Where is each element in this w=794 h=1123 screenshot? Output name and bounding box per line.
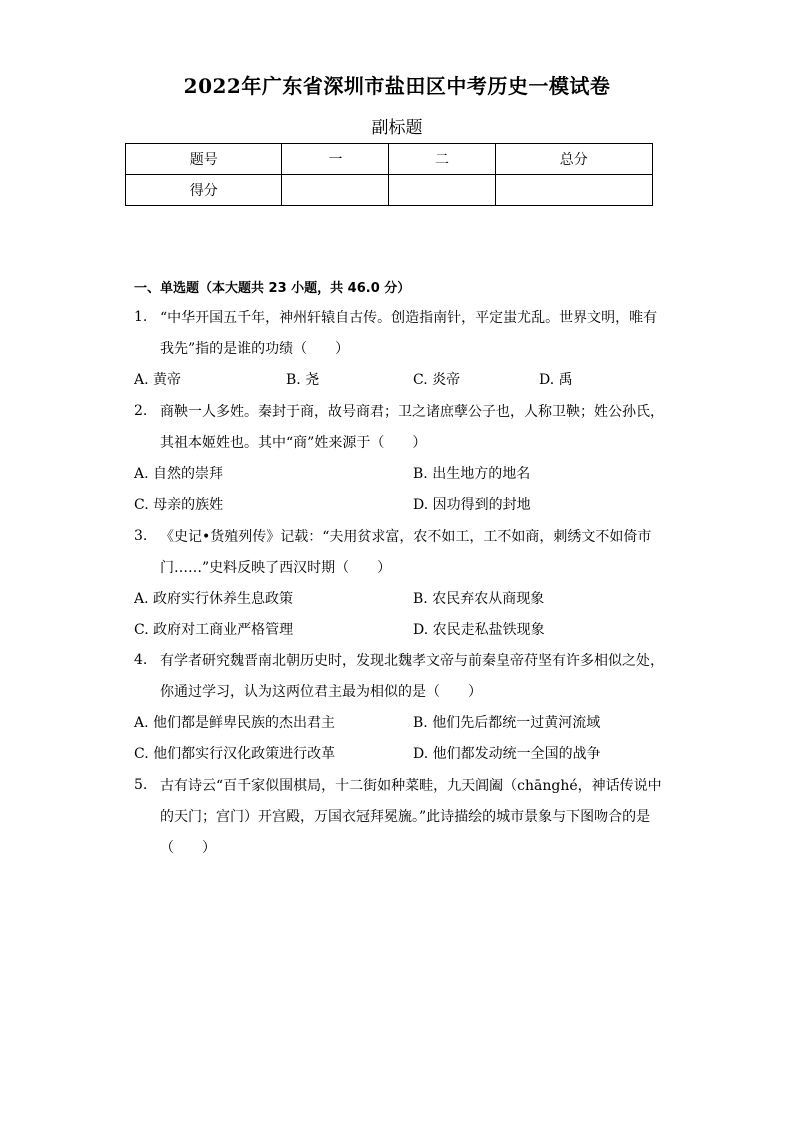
page-title: 2022年广东省深圳市盐田区中考历史一模试卷 (183, 74, 611, 98)
question-number: 3. (134, 528, 148, 544)
page-subtitle: 副标题 (371, 118, 423, 138)
option-a[interactable]: A. 黄帝 (134, 372, 182, 388)
question-text: 你通过学习，认为这两位君主最为相似的是（ ） (160, 684, 482, 700)
option-c[interactable]: C. 政府对工商业严格管理 (134, 622, 294, 638)
option-c[interactable]: C. 母亲的族姓 (134, 497, 224, 513)
table-cell: 一 (282, 144, 389, 175)
question-text: 我先”指的是谁的功绩（ ） (160, 341, 350, 357)
score-input-cell (495, 175, 653, 206)
question-number: 2. (134, 403, 148, 419)
question-number: 4. (134, 652, 148, 668)
option-d[interactable]: D. 因功得到的封地 (413, 497, 531, 513)
option-d[interactable]: D. 禹 (539, 372, 573, 388)
score-table (125, 143, 653, 206)
option-c[interactable]: C. 他们都实行汉化政策进行改革 (134, 746, 336, 762)
question-text: 的天门；宫门）开宫殿，万国衣冠拜冕旒。”此诗描绘的城市景象与下图吻合的是 (160, 809, 651, 825)
question-text: 古有诗云“百千家似围棋局，十二街如种菜畦，九天阊阖（chānghé，神话传说中 (160, 778, 662, 794)
option-d[interactable]: D. 他们都发动统一全国的战争 (413, 746, 601, 762)
option-c[interactable]: C. 炎帝 (413, 372, 461, 388)
question-number: 5. (134, 777, 148, 793)
score-table-score-row (126, 175, 653, 206)
section-title: 一、单选题（本大题共 23 小题，共 46.0 分） (134, 281, 411, 296)
question-text: 门……”史料反映了西汉时期（ ） (160, 560, 392, 576)
option-a[interactable]: A. 政府实行休养生息政策 (134, 591, 294, 607)
question-text: 商鞅一人多姓。秦封于商，故号商君；卫之诸庶孽公子也，人称卫鞅；姓公孙氏， (160, 404, 664, 420)
option-a[interactable]: A. 自然的崇拜 (134, 466, 224, 482)
question-text: “中华开国五千年，神州轩辕自古传。创造指南针，平定蚩尤乱。世界文明，唯有 (160, 310, 658, 326)
score-table-header-row (126, 144, 653, 175)
option-a[interactable]: A. 他们都是鲜卑民族的杰出君主 (134, 715, 336, 731)
option-b[interactable]: B. 他们先后都统一过黄河流域 (413, 715, 601, 731)
question-text: 其祖本姬姓也。其中“商”姓来源于（ ） (160, 435, 427, 451)
question-text: 有学者研究魏晋南北朝历史时，发现北魏孝文帝与前秦皇帝苻坚有许多相似之处， (160, 653, 664, 669)
question-number: 1. (134, 309, 148, 325)
score-input-cell (389, 175, 495, 206)
option-b[interactable]: B. 农民弃农从商现象 (413, 591, 545, 607)
option-b[interactable]: B. 尧 (286, 372, 320, 388)
score-input-cell (282, 175, 389, 206)
table-cell: 二 (389, 144, 495, 175)
question-text: 《史记•货殖列传》记载：“夫用贫求富，农不如工，工不如商，刺绣文不如倚市 (160, 529, 652, 545)
option-b[interactable]: B. 出生地方的地名 (413, 466, 531, 482)
question-text: （ ） (160, 840, 216, 856)
table-cell: 总分 (495, 144, 653, 175)
table-cell: 题号 (126, 144, 282, 175)
table-cell: 得分 (126, 175, 282, 206)
option-d[interactable]: D. 农民走私盐铁现象 (413, 622, 545, 638)
